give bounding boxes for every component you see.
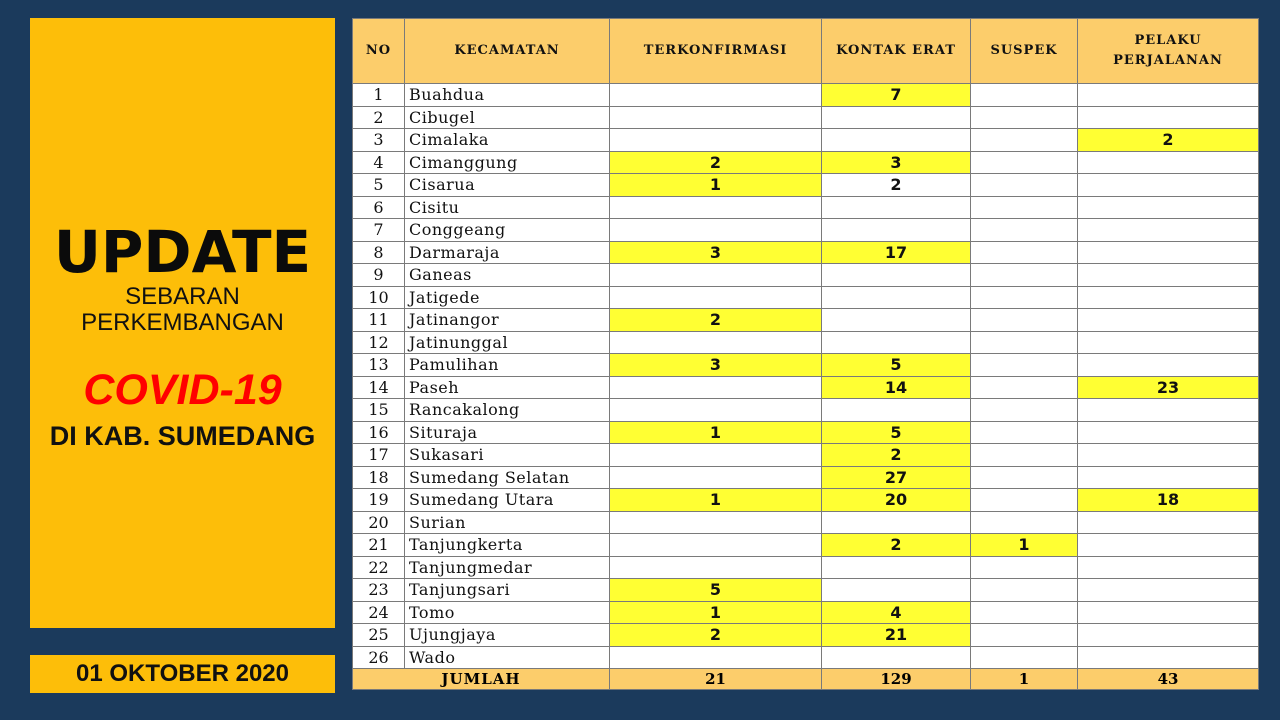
row-pelaku-perjalanan	[1078, 421, 1259, 444]
row-kecamatan: Pamulihan	[405, 354, 610, 377]
row-kontak-erat: 14	[822, 376, 971, 399]
table-row	[353, 646, 1259, 669]
row-suspek	[971, 444, 1078, 467]
row-pelaku-perjalanan	[1078, 624, 1259, 647]
row-kecamatan: Cisarua	[405, 174, 610, 197]
row-suspek	[971, 219, 1078, 242]
region-label: DI KAB. SUMEDANG	[49, 421, 316, 451]
row-kontak-erat: 27	[822, 466, 971, 489]
table-row	[353, 354, 1259, 377]
row-suspek	[971, 129, 1078, 152]
header-suspek: SUSPEK	[971, 19, 1078, 84]
table-row	[353, 106, 1259, 129]
row-number: 13	[353, 354, 405, 377]
row-number: 18	[353, 466, 405, 489]
row-terkonfirmasi	[610, 399, 822, 422]
table-row	[353, 174, 1259, 197]
row-suspek	[971, 151, 1078, 174]
row-terkonfirmasi	[610, 264, 822, 287]
row-terkonfirmasi	[610, 534, 822, 557]
row-number: 10	[353, 286, 405, 309]
row-pelaku-perjalanan	[1078, 579, 1259, 602]
row-suspek	[971, 511, 1078, 534]
row-pelaku-perjalanan	[1078, 601, 1259, 624]
header-no: NO	[353, 19, 405, 84]
row-kontak-erat	[822, 579, 971, 602]
row-pelaku-perjalanan	[1078, 84, 1259, 107]
table-row	[353, 241, 1259, 264]
row-kontak-erat: 7	[822, 84, 971, 107]
row-kontak-erat: 2	[822, 174, 971, 197]
row-pelaku-perjalanan	[1078, 151, 1259, 174]
row-kecamatan: Tomo	[405, 601, 610, 624]
row-pelaku-perjalanan	[1078, 286, 1259, 309]
table-row	[353, 219, 1259, 242]
row-suspek	[971, 264, 1078, 287]
row-kecamatan: Wado	[405, 646, 610, 669]
row-suspek: 1	[971, 534, 1078, 557]
row-number: 21	[353, 534, 405, 557]
table-row	[353, 466, 1259, 489]
title-panel	[30, 18, 335, 628]
row-terkonfirmasi	[610, 84, 822, 107]
row-kontak-erat: 17	[822, 241, 971, 264]
row-pelaku-perjalanan: 18	[1078, 489, 1259, 512]
update-title: UPDATE	[53, 218, 312, 286]
table-row	[353, 444, 1259, 467]
row-terkonfirmasi	[610, 646, 822, 669]
row-number: 8	[353, 241, 405, 264]
row-kecamatan: Sumedang Selatan	[405, 466, 610, 489]
row-pelaku-perjalanan	[1078, 219, 1259, 242]
row-kecamatan: Tanjungkerta	[405, 534, 610, 557]
row-suspek	[971, 556, 1078, 579]
table-row	[353, 489, 1259, 512]
row-terkonfirmasi: 2	[610, 151, 822, 174]
row-kecamatan: Jatinangor	[405, 309, 610, 332]
row-kontak-erat	[822, 219, 971, 242]
table-row	[353, 129, 1259, 152]
total-label: JUMLAH	[353, 669, 610, 690]
row-kecamatan: Buahdua	[405, 84, 610, 107]
row-kecamatan: Sukasari	[405, 444, 610, 467]
row-terkonfirmasi	[610, 106, 822, 129]
row-kecamatan: Conggeang	[405, 219, 610, 242]
row-kecamatan: Paseh	[405, 376, 610, 399]
table-row	[353, 264, 1259, 287]
table-row	[353, 399, 1259, 422]
row-number: 14	[353, 376, 405, 399]
row-kecamatan: Cisitu	[405, 196, 610, 219]
row-number: 7	[353, 219, 405, 242]
row-pelaku-perjalanan	[1078, 331, 1259, 354]
table-row	[353, 534, 1259, 557]
total-kontak-erat: 129	[822, 669, 971, 690]
row-pelaku-perjalanan	[1078, 534, 1259, 557]
row-kontak-erat	[822, 264, 971, 287]
row-number: 1	[353, 84, 405, 107]
row-number: 20	[353, 511, 405, 534]
row-pelaku-perjalanan	[1078, 106, 1259, 129]
row-suspek	[971, 466, 1078, 489]
table-row	[353, 151, 1259, 174]
row-kecamatan: Tanjungsari	[405, 579, 610, 602]
table-row	[353, 84, 1259, 107]
row-pelaku-perjalanan: 2	[1078, 129, 1259, 152]
row-number: 23	[353, 579, 405, 602]
covid-table	[352, 18, 1259, 690]
row-number: 3	[353, 129, 405, 152]
row-terkonfirmasi: 2	[610, 624, 822, 647]
row-number: 19	[353, 489, 405, 512]
table-row	[353, 601, 1259, 624]
row-terkonfirmasi	[610, 219, 822, 242]
table-row	[353, 556, 1259, 579]
covid-label: COVID-19	[83, 366, 282, 414]
table-row	[353, 421, 1259, 444]
header-kecamatan: KECAMATAN	[405, 19, 610, 84]
row-kontak-erat: 3	[822, 151, 971, 174]
row-terkonfirmasi: 1	[610, 174, 822, 197]
row-suspek	[971, 399, 1078, 422]
total-pelaku-perjalanan: 43	[1078, 669, 1259, 690]
row-suspek	[971, 196, 1078, 219]
row-terkonfirmasi: 3	[610, 354, 822, 377]
row-suspek	[971, 106, 1078, 129]
table-row	[353, 376, 1259, 399]
row-suspek	[971, 624, 1078, 647]
row-kecamatan: Situraja	[405, 421, 610, 444]
subtitle-sebaran: SEBARAN	[125, 283, 240, 310]
row-terkonfirmasi	[610, 556, 822, 579]
table-row	[353, 331, 1259, 354]
row-pelaku-perjalanan	[1078, 264, 1259, 287]
row-terkonfirmasi: 2	[610, 309, 822, 332]
table-row	[353, 309, 1259, 332]
row-suspek	[971, 309, 1078, 332]
row-terkonfirmasi	[610, 331, 822, 354]
row-pelaku-perjalanan	[1078, 309, 1259, 332]
row-terkonfirmasi	[610, 466, 822, 489]
row-terkonfirmasi: 1	[610, 489, 822, 512]
row-kecamatan: Darmaraja	[405, 241, 610, 264]
row-kontak-erat	[822, 511, 971, 534]
row-number: 4	[353, 151, 405, 174]
row-kontak-erat: 2	[822, 534, 971, 557]
row-suspek	[971, 376, 1078, 399]
row-kecamatan: Sumedang Utara	[405, 489, 610, 512]
row-pelaku-perjalanan	[1078, 556, 1259, 579]
row-kontak-erat: 4	[822, 601, 971, 624]
row-pelaku-perjalanan	[1078, 466, 1259, 489]
table-header-row	[353, 19, 1259, 84]
row-terkonfirmasi: 3	[610, 241, 822, 264]
row-suspek	[971, 84, 1078, 107]
table-row	[353, 624, 1259, 647]
row-terkonfirmasi: 1	[610, 601, 822, 624]
row-terkonfirmasi	[610, 129, 822, 152]
row-suspek	[971, 174, 1078, 197]
row-number: 22	[353, 556, 405, 579]
row-kecamatan: Tanjungmedar	[405, 556, 610, 579]
row-kontak-erat	[822, 646, 971, 669]
header-kontak-erat: KONTAK ERAT	[822, 19, 971, 84]
row-suspek	[971, 421, 1078, 444]
row-suspek	[971, 601, 1078, 624]
row-number: 16	[353, 421, 405, 444]
row-kecamatan: Jatigede	[405, 286, 610, 309]
subtitle-perkembangan: PERKEMBANGAN	[81, 309, 284, 336]
date-label: 01 OKTOBER 2020	[30, 655, 335, 693]
row-pelaku-perjalanan	[1078, 646, 1259, 669]
row-kecamatan: Ujungjaya	[405, 624, 610, 647]
row-kecamatan: Cimalaka	[405, 129, 610, 152]
row-suspek	[971, 286, 1078, 309]
row-number: 26	[353, 646, 405, 669]
row-terkonfirmasi	[610, 444, 822, 467]
row-pelaku-perjalanan	[1078, 241, 1259, 264]
row-terkonfirmasi: 1	[610, 421, 822, 444]
row-kontak-erat: 20	[822, 489, 971, 512]
row-number: 2	[353, 106, 405, 129]
row-terkonfirmasi: 5	[610, 579, 822, 602]
total-suspek: 1	[971, 669, 1078, 690]
row-kontak-erat	[822, 106, 971, 129]
row-kecamatan: Cibugel	[405, 106, 610, 129]
row-number: 24	[353, 601, 405, 624]
row-number: 11	[353, 309, 405, 332]
row-number: 6	[353, 196, 405, 219]
row-suspek	[971, 489, 1078, 512]
row-kontak-erat	[822, 331, 971, 354]
row-number: 5	[353, 174, 405, 197]
row-terkonfirmasi	[610, 196, 822, 219]
covid-table-container	[352, 18, 1258, 690]
row-pelaku-perjalanan: 23	[1078, 376, 1259, 399]
table-body	[353, 84, 1259, 669]
row-kontak-erat	[822, 196, 971, 219]
row-kontak-erat	[822, 399, 971, 422]
row-kontak-erat	[822, 286, 971, 309]
row-terkonfirmasi	[610, 286, 822, 309]
header-pelaku-line1: PELAKU	[1134, 33, 1202, 48]
row-kontak-erat	[822, 556, 971, 579]
row-suspek	[971, 579, 1078, 602]
row-pelaku-perjalanan	[1078, 354, 1259, 377]
row-kontak-erat: 5	[822, 354, 971, 377]
row-number: 15	[353, 399, 405, 422]
row-kontak-erat: 21	[822, 624, 971, 647]
row-pelaku-perjalanan	[1078, 196, 1259, 219]
header-pelaku-line2: PERJALANAN	[1113, 53, 1223, 68]
row-kecamatan: Jatinunggal	[405, 331, 610, 354]
row-pelaku-perjalanan	[1078, 174, 1259, 197]
row-pelaku-perjalanan	[1078, 444, 1259, 467]
total-terkonfirmasi: 21	[610, 669, 822, 690]
row-kecamatan: Rancakalong	[405, 399, 610, 422]
header-pelaku-perjalanan	[1078, 19, 1259, 84]
row-kontak-erat	[822, 129, 971, 152]
table-row	[353, 511, 1259, 534]
row-number: 12	[353, 331, 405, 354]
row-kontak-erat	[822, 309, 971, 332]
table-row	[353, 579, 1259, 602]
row-suspek	[971, 331, 1078, 354]
row-number: 9	[353, 264, 405, 287]
row-suspek	[971, 354, 1078, 377]
row-terkonfirmasi	[610, 511, 822, 534]
row-pelaku-perjalanan	[1078, 399, 1259, 422]
table-row	[353, 196, 1259, 219]
row-kecamatan: Cimanggung	[405, 151, 610, 174]
table-row	[353, 286, 1259, 309]
row-number: 25	[353, 624, 405, 647]
total-row	[353, 669, 1259, 690]
row-suspek	[971, 241, 1078, 264]
header-terkonfirmasi: TERKONFIRMASI	[610, 19, 822, 84]
row-number: 17	[353, 444, 405, 467]
row-kecamatan: Surian	[405, 511, 610, 534]
row-pelaku-perjalanan	[1078, 511, 1259, 534]
row-kecamatan: Ganeas	[405, 264, 610, 287]
row-kontak-erat: 2	[822, 444, 971, 467]
row-kontak-erat: 5	[822, 421, 971, 444]
row-terkonfirmasi	[610, 376, 822, 399]
row-suspek	[971, 646, 1078, 669]
